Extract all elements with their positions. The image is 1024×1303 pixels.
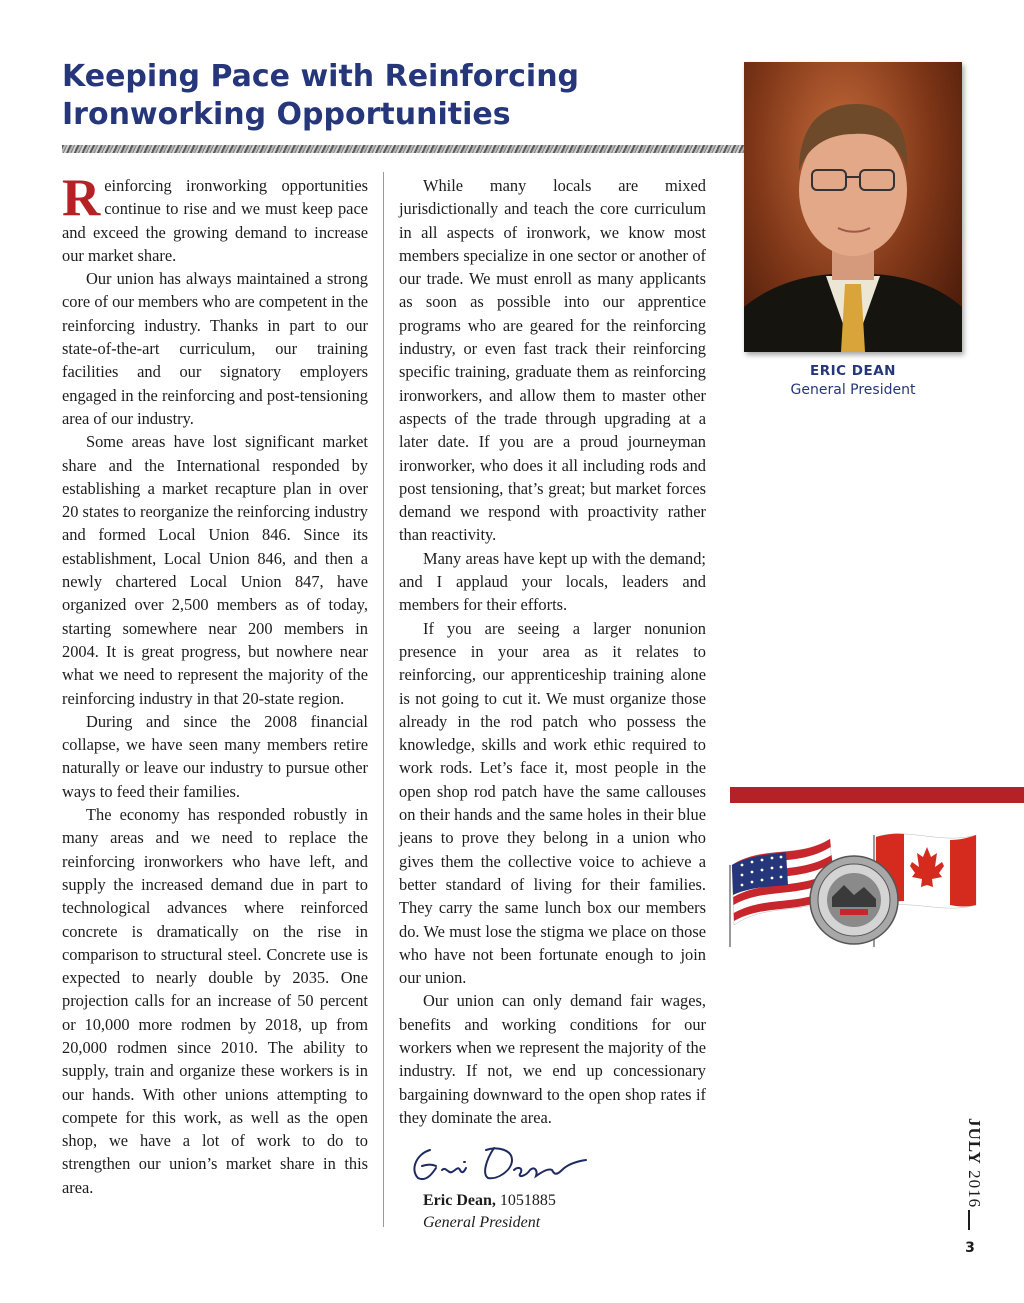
drop-cap: R xyxy=(62,169,101,227)
signature-name: Eric Dean, 1051885 xyxy=(423,1192,556,1209)
handwritten-signature xyxy=(402,1140,602,1186)
article-column-1 xyxy=(62,169,368,1199)
paragraph-9: Our union can only demand fair wages, benefits and working conditions for our workers when we represent the majority of the industry. If not, we end up concessionary bargaining downward to the open shop rates if they dominate the area. xyxy=(399,991,706,1127)
title-rule xyxy=(62,145,748,153)
column-divider xyxy=(383,172,384,1227)
page-number: 3 xyxy=(965,1240,975,1256)
photo-caption-title: General President xyxy=(790,382,916,398)
portrait-photo xyxy=(744,62,962,352)
paragraph-7: Many areas have kept up with the demand; and I applaud your locals, leaders and members for their efforts. xyxy=(399,548,706,615)
article-title xyxy=(62,58,702,134)
paragraph-4: During and since the 2008 financial collapse, we have seen many members retire naturally or leave our industry to pursue other ways to feed their families. xyxy=(62,711,368,801)
paragraph-1: Reinforcing ironworking opportunities continue to rise and we must keep pace and exceed the growing demand to increase our market share. xyxy=(62,169,368,265)
photo-caption-name: ERIC DEAN xyxy=(810,363,896,379)
paragraph-8: If you are seeing a larger nonunion presence in your area as it relates to reinforcing, our apprenticeship training alone is not going to cut it. We must organize those already in the rod patch who possess the knowledge, skills and work ethic required to work rods. Let’s face it, most people in the open shop rod patch have the same callouses on their hands and the same holes in their blue jeans to prove they belong in a union who gives them the collective voice to achieve a better standard of living for their families. They carry the same lunch box our members do. We must lose the stigma we place on those who have not been fortunate enough to join our union. xyxy=(399,618,706,988)
signature-title: General President xyxy=(423,1214,541,1231)
title-line-2: Ironworking Opportunities xyxy=(62,97,511,132)
paragraph-2: Our union has always maintained a strong core of our members who are competent in the reinforcing industry. Thanks in part to our state-of-the-art curriculum, our training facilities and our signatory employers engaged in the reinforcing and post-tensioning area of our industry. xyxy=(62,269,368,428)
title-line-1: Keeping Pace with Reinforcing xyxy=(62,59,580,94)
issue-date: JULY 2016 xyxy=(965,1118,984,1209)
footer-divider xyxy=(968,1210,970,1230)
decorative-red-bar xyxy=(730,787,1024,803)
article-column-2 xyxy=(399,174,706,1129)
paragraph-3: Some areas have lost significant market share and the International responded by establishing a market recapture plan in over 20 states to reorganize the reinforcing industry and formed Local Union 846. Since its establishment, Local Union 846, and then a newly chartered Local Union 847, have organized over 2,500 members as of today, starting somewhere near 200 members in 2004. It is great progress, but nowhere near what we need to represent the majority of the reinforcing industry in that 20-state region. xyxy=(62,432,368,708)
paragraph-5: The economy has responded robustly in many areas and we need to replace the reinforcing ironworkers who have left, and supply the increased demand due in part to technological advances where reinforced concrete is dramatically on the rise in comparison to structural steel. Concrete use is expected to nearly double by 2035. One projection calls for an increase of 50 percent or 10,000 more rodmen by 2018, up from 20,000 rodmen since 2010. The ability to supply, train and organize these workers is in our hands. With other unions attempting to compete for this work, as well as the open shop, we have a lot of work to do to strengthen our union’s market share in this area. xyxy=(62,805,368,1197)
flags-and-seal-graphic xyxy=(728,825,980,950)
paragraph-6: While many locals are mixed jurisdictionally and teach the core curriculum in all aspects of ironwork, we know most members specialize in one sector or another of our trade. We must enroll as many applicants as soon as possible into our apprentice programs who are geared for the reinforcing industry, or even fast track their reinforcing specific training, graduate them as reinforcing ironworkers, and allow them to master other aspects of the trade through upgrading at a later date. If you are a proud journeyman ironworker, who does it all including rods and post tensioning, that’s great; but market forces demand we respond with proactivity rather than reactivity. xyxy=(399,176,706,545)
